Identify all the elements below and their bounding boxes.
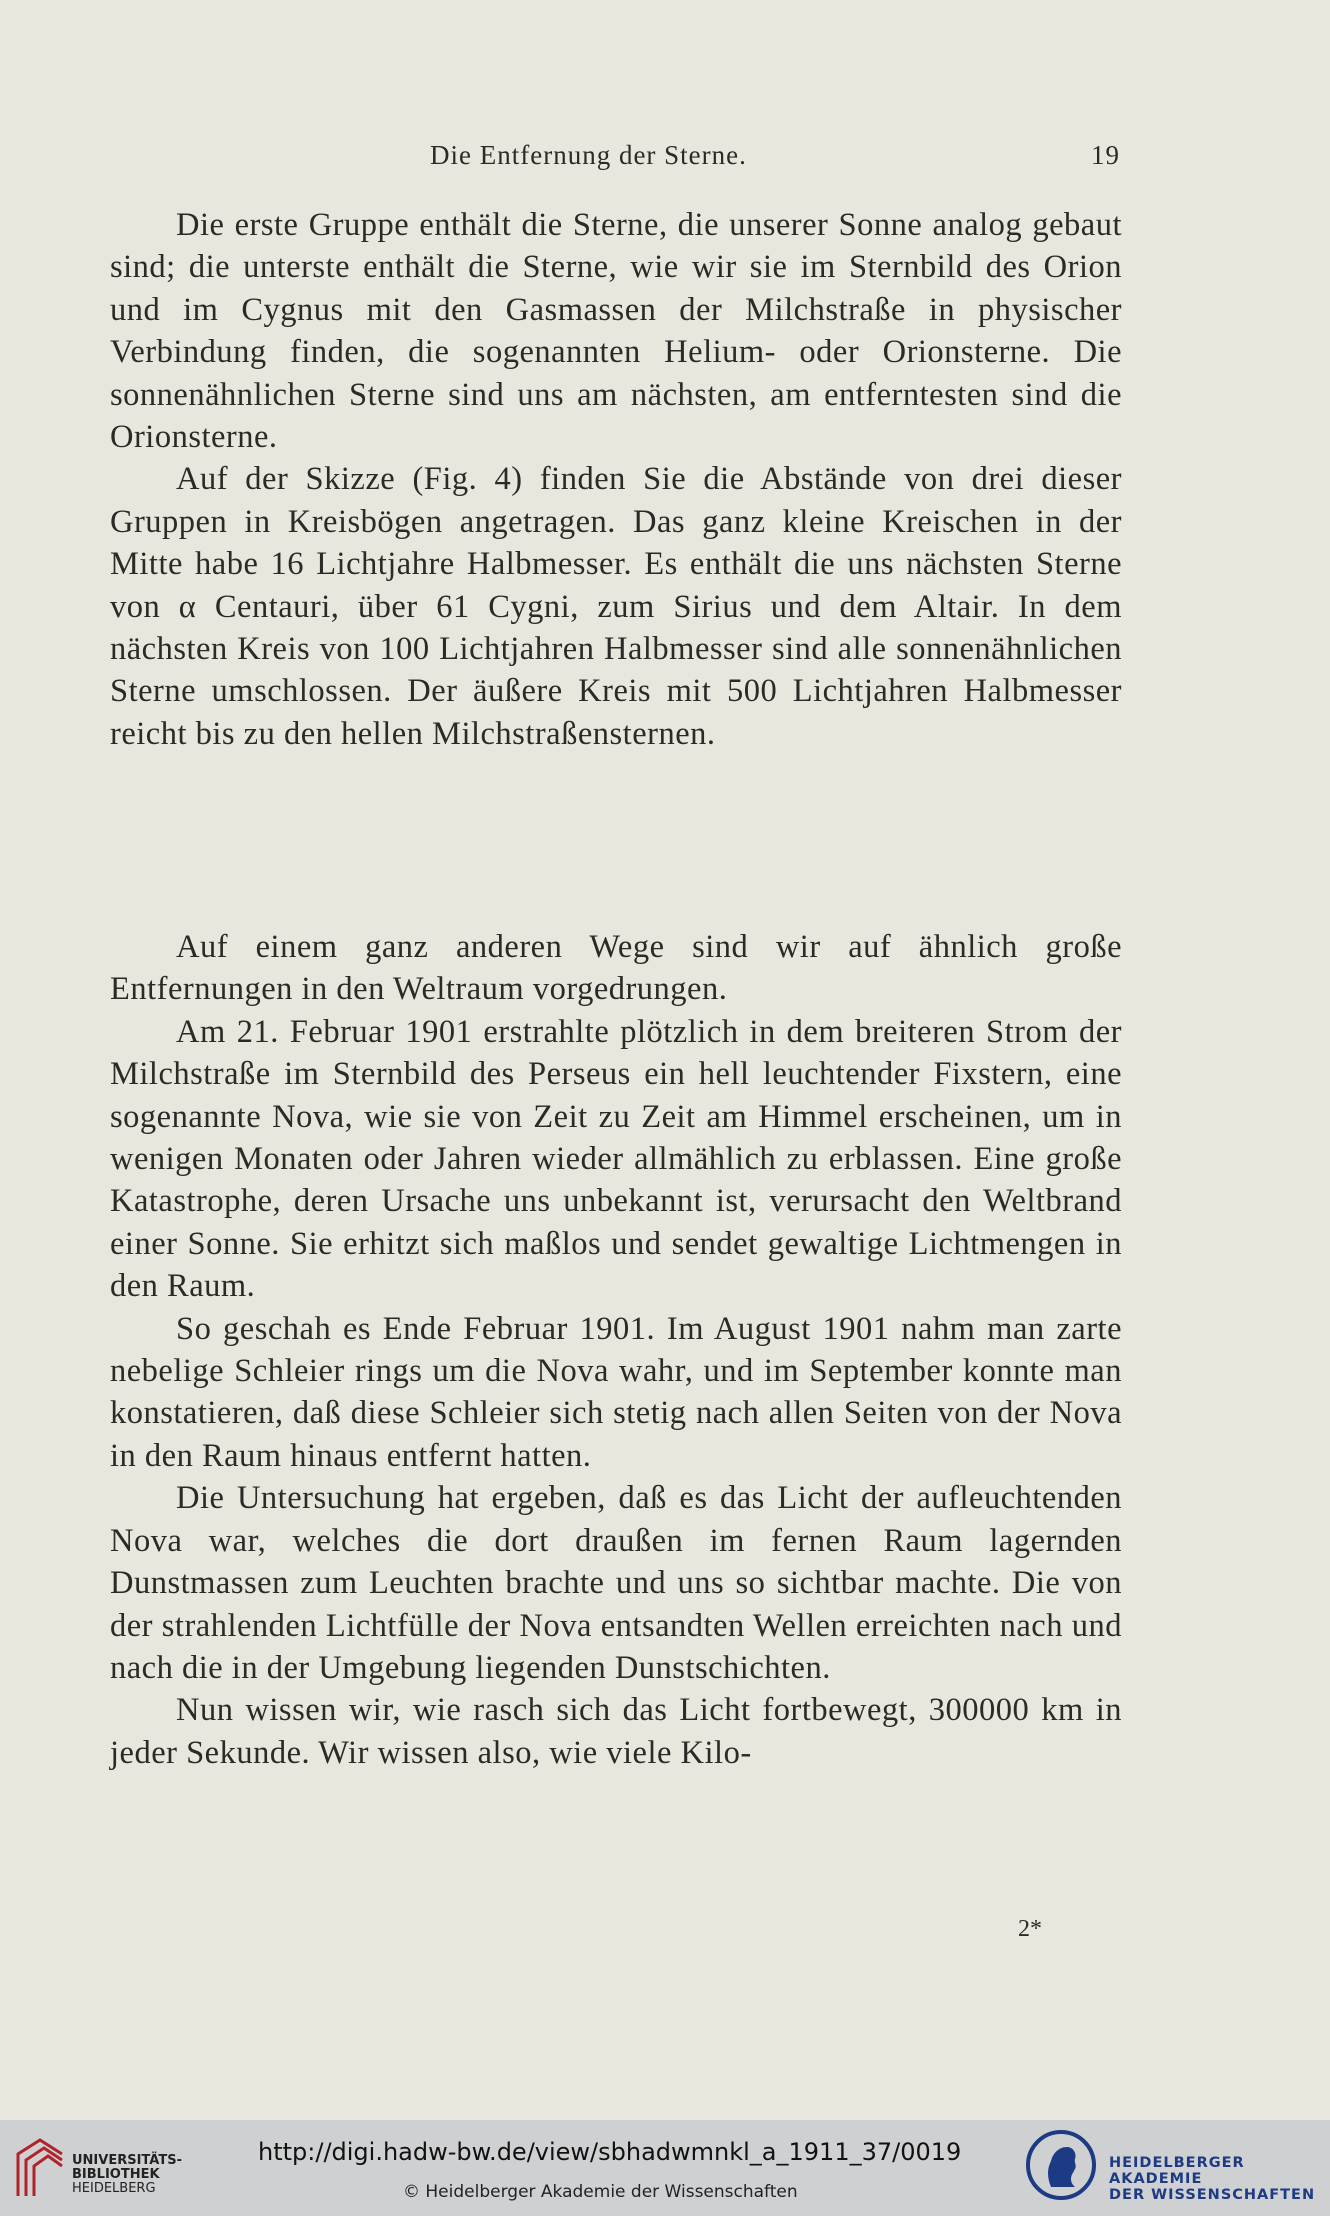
ub-heidelberg-logo-icon: [14, 2136, 66, 2200]
paragraph: Nun wissen wir, wie rasch sich das Licht fortbewegt, 300000 km in jeder Sekunde. Wir wissen also, wie viele Kilo-: [110, 1692, 1122, 1771]
academy-logo[interactable]: [1025, 2129, 1325, 2209]
paragraph: Auf der Skizze (Fig. 4) finden Sie die Abstände von drei dieser Gruppen in Kreisbögen angetragen. Das ganz kleine Kreischen in der Mitte habe 16 Lichtjahre Halbmesser. Es enthält die uns nächsten Sterne von α Centauri, über 61 Cygni, zum Sirius und dem Altair. In dem nächsten Kreis von 100 Lichtjahren Halbmesser sind alle sonnenähnlichen Sterne umschlossen. Der äußere Kreis mit 500 Lichtjahren Halbmesser reicht bis zu den hellen Milchstraßensternen.: [110, 461, 1122, 752]
academy-label-line-2: DER WISSENSCHAFTEN: [1109, 2187, 1316, 2203]
permalink-url[interactable]: http://digi.hadw-bw.de/view/sbhadwmnkl_a_1911_37/0019: [258, 2138, 962, 2166]
paragraph: Die Untersuchung hat ergeben, daß es das Licht der aufleuchtenden Nova war, welches die dort draußen im fernen Raum lagernden Dunstmassen zum Leuchten brachte und uns so sichtbar machte. Die von der strahlenden Lichtfülle der Nova entsandten Wellen erreichten nach und nach die in der Umgebung liegenden Dunstschichten.: [110, 1480, 1122, 1686]
paragraph: Am 21. Februar 1901 erstrahlte plötzlich in dem breiteren Strom der Milchstraße im Sternbild des Perseus ein hell leuchtender Fixstern, eine sogenannte Nova, wie sie von Zeit zu Zeit am Himmel erscheinen, um in wenigen Monaten oder Jahren wieder allmählich zu erblassen. Eine große Katastrophe, deren Ursache uns unbekannt ist, verursacht den Weltbrand einer Sonne. Sie erhitzt sich maßlos und sendet gewaltige Lichtmengen in den Raum.: [110, 1013, 1122, 1305]
ub-logo[interactable]: [14, 2136, 182, 2200]
viewer-footer: [0, 2120, 1330, 2216]
page-header: [110, 140, 1120, 180]
page-number: 19: [1091, 140, 1120, 170]
academy-label-line-1: HEIDELBERGER AKADEMIE: [1109, 2155, 1245, 2187]
paragraph: Die erste Gruppe enthält die Sterne, die unserer Sonne analog gebaut sind; die unterste enthält die Sterne, wie wir sie im Sternbild des Orion und im Cygnus mit den Gasmassen der Milchstraße in physischer Verbindung finden, die sogenannten Helium- oder Orionsterne. Die sonnenähnlichen Sterne sind uns am nächsten, am entferntesten sind die Orionsterne.: [110, 207, 1122, 456]
running-title: Die Entfernung der Sterne.: [430, 140, 747, 170]
ub-label-line-3: HEIDELBERG: [72, 2181, 156, 2196]
sheet-signature: 2*: [1018, 1916, 1042, 1942]
ub-label-line-1: UNIVERSITÄTS-: [72, 2153, 182, 2168]
academy-profile-logo-icon: [1025, 2129, 1097, 2201]
text-block-lower: [110, 926, 1122, 1774]
copyright-notice: © Heidelberger Akademie der Wissenschaften: [403, 2182, 798, 2202]
ub-label-line-2: BIBLIOTHEK: [72, 2167, 160, 2182]
text-block-upper: [110, 204, 1122, 755]
paragraph: Auf einem ganz anderen Wege sind wir auf ähnlich große Entfernungen in den Weltraum vorgedrungen.: [110, 929, 1122, 1008]
paragraph: So geschah es Ende Februar 1901. Im August 1901 nahm man zarte nebelige Schleier rings um die Nova wahr, und im September konnte man konstatieren, daß diese Schleier sich stetig nach allen Seiten von der Nova in den Raum hinaus entfernt hatten.: [110, 1310, 1122, 1474]
